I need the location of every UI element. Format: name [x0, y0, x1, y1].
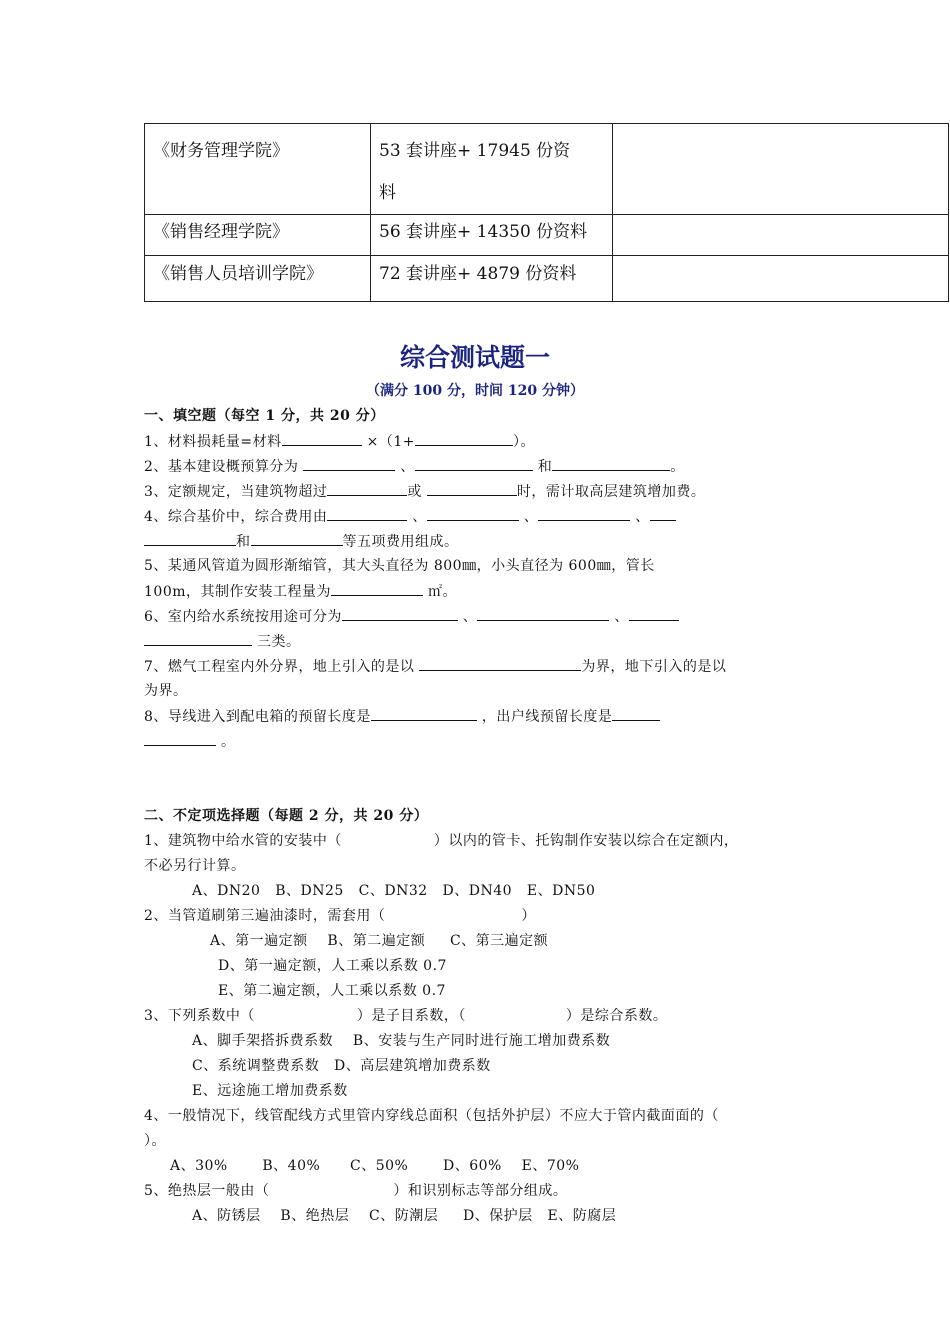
section-heading: 一、填空题（每空 1 分，共 20 分）	[144, 408, 385, 424]
mc-question-1: 1、建筑物中给水管的安装中（ ）以内的管卡、托钩制作安装以综合在定额内，	[144, 833, 739, 849]
blank[interactable]	[342, 604, 458, 621]
mc-options: A、防锈层 B、绝热层 C、防潮层 D、保护层 E、防腐层	[192, 1208, 617, 1224]
question-5: 5、某通风管道为圆形渐缩管，其大头直径为 800㎜，小头直径为 600㎜，管长	[144, 558, 655, 574]
blank[interactable]	[427, 504, 519, 521]
mc-question-3: 3、下列系数中（ ）是子目系数，（ ）是综合系数。	[144, 1008, 668, 1024]
blank[interactable]	[612, 704, 660, 721]
table-cell: 72 套讲座+ 4879 份资料	[371, 256, 613, 302]
table-cell: 56 套讲座+ 14350 份资料	[371, 215, 613, 256]
table-cell: 《财务管理学院》	[145, 124, 371, 215]
mc-options: D、第一遍定额，人工乘以系数 0.7	[218, 958, 447, 974]
blank[interactable]	[303, 454, 395, 471]
question-4-cont: 和 等五项费用组成。	[144, 529, 814, 554]
blank[interactable]	[552, 454, 670, 471]
blank[interactable]	[371, 704, 477, 721]
table-cell: 《销售经理学院》	[145, 215, 371, 256]
table-cell	[613, 256, 949, 302]
table-cell	[371, 124, 613, 215]
blank[interactable]	[419, 654, 581, 671]
mc-question-1-cont: 不必另行计算。	[144, 858, 246, 874]
table-cell	[613, 215, 949, 256]
mc-question-4-cont: ）。	[144, 1133, 166, 1149]
course-table	[144, 123, 949, 302]
exam-body	[144, 404, 814, 1229]
question-2: 2、基本建设概预算分为 、 和 。	[144, 454, 814, 479]
cell-text: 53 套讲座+ 17945 份资	[379, 141, 571, 161]
question-6-cont: 三类。	[144, 629, 814, 654]
blank[interactable]	[282, 429, 362, 446]
blank[interactable]	[427, 479, 517, 496]
blank[interactable]	[650, 504, 676, 521]
question-3: 3、定额规定，当建筑物超过 或 时，需计取高层建筑增加费。	[144, 479, 814, 504]
blank[interactable]	[144, 529, 236, 546]
blank[interactable]	[415, 454, 533, 471]
page-subtitle: （满分 100 分，时间 120 分钟）	[366, 383, 584, 399]
mc-options: E、第二遍定额，人工乘以系数 0.7	[218, 983, 446, 999]
table-row	[145, 256, 949, 302]
blank[interactable]	[327, 479, 407, 496]
question-8: 8、导线进入到配电箱的预留长度是 ，出户线预留长度是	[144, 704, 814, 729]
mc-question-5: 5、绝热层一般由（ ）和识别标志等部分组成。	[144, 1183, 568, 1199]
question-8-cont: 。	[144, 729, 814, 754]
blank[interactable]	[415, 429, 513, 446]
blank[interactable]	[144, 629, 252, 646]
table-row	[145, 215, 949, 256]
question-1: 1、材料损耗量=材料 ×（1+ ）。	[144, 429, 814, 454]
mc-options: C、系统调整费系数 D、高层建筑增加费系数	[192, 1058, 491, 1074]
mc-options: A、脚手架搭拆费系数 B、安装与生产同时进行施工增加费系数	[192, 1033, 611, 1049]
cell-text: 料	[379, 183, 396, 203]
mc-options: A、30% B、40% C、50% D、60% E、70%	[170, 1158, 580, 1174]
page-title: 综合测试题一	[399, 343, 550, 372]
question-4: 4、综合基价中，综合费用由 、 、 、	[144, 504, 814, 529]
question-7: 7、燃气工程室内外分界，地上引入的是以 为界，地下引入的是以	[144, 654, 814, 679]
mc-question-4: 4、一般情况下，线管配线方式里管内穿线总面积（包括外护层）不应大于管内截面面的（	[144, 1108, 719, 1124]
question-5-cont: 100m，其制作安装工程量为 ㎡。	[144, 579, 814, 604]
blank[interactable]	[327, 504, 407, 521]
mc-options: E、远途施工增加费系数	[192, 1083, 348, 1099]
table-cell	[613, 124, 949, 215]
blank[interactable]	[331, 579, 423, 596]
blank[interactable]	[251, 529, 343, 546]
blank[interactable]	[538, 504, 630, 521]
mc-question-2: 2、当管道刷第三遍油漆时，需套用（ ）	[144, 908, 536, 924]
mc-options: A、第一遍定额 B、第二遍定额 C、第三遍定额	[210, 933, 549, 949]
mc-options: A、DN20 B、DN25 C、DN32 D、DN40 E、DN50	[192, 883, 596, 899]
table-row	[145, 124, 949, 215]
table-cell: 《销售人员培训学院》	[145, 256, 371, 302]
blank[interactable]	[477, 604, 609, 621]
question-6: 6、室内给水系统按用途可分为 、 、	[144, 604, 814, 629]
blank[interactable]	[144, 729, 216, 746]
blank[interactable]	[629, 604, 679, 621]
question-7-cont: 为界。	[144, 683, 188, 699]
section-heading: 二、不定项选择题（每题 2 分，共 20 分）	[144, 808, 429, 824]
